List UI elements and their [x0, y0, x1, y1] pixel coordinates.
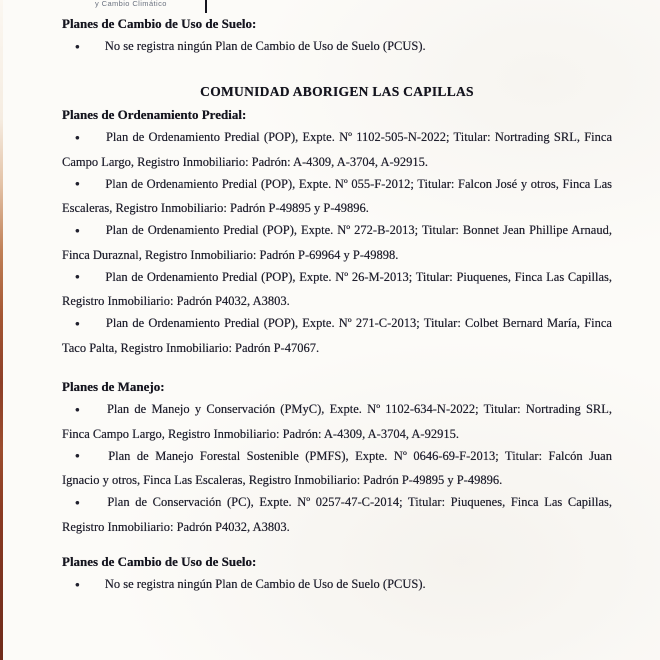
- list-item: [62, 398, 612, 445]
- list-item: [62, 219, 612, 266]
- list-item-text: Plan de Manejo y Conservación (PMyC), Expte. Nº 1102-634-N-2022; Titular: Nortrading SRL, Finca Campo Largo, Registro Inmobiliario: Padrón: A-4309, A-3704, A-92915.: [62, 402, 612, 441]
- list-item-text: No se registra ningún Plan de Cambio de Uso de Suelo (PCUS).: [104, 577, 426, 592]
- list-item-text: Plan de Ordenamiento Predial (POP), Expte. Nº 271-C-2013; Titular: Colbet Bernard María, Finca Taco Palta, Registro Inmobiliario: Padrón P-47067.: [62, 316, 612, 355]
- section-heading: Planes de Cambio de Uso de Suelo:: [62, 16, 257, 31]
- section-ordenamiento-predial: [62, 104, 612, 359]
- section-heading: Planes de Manejo:: [62, 379, 165, 394]
- list-item: [62, 173, 612, 220]
- bullet-icon: [62, 449, 108, 463]
- community-title: COMUNIDAD ABORIGEN LAS CAPILLAS: [200, 84, 474, 99]
- list-item-text: Plan de Ordenamiento Predial (POP), Expte. Nº 272-B-2013; Titular: Bonnet Jean Phillipe Arnaud, Finca Duraznal, Registro Inmobiliario: Padrón P-69964 y P-49898.: [62, 223, 612, 262]
- list-item-text: Plan de Ordenamiento Predial (POP), Expte. Nº 26-M-2013; Titular: Piuquenes, Finca Las Capillas, Registro Inmobiliario: Padrón P4032, A3803.: [62, 269, 612, 308]
- bullet-icon: [62, 577, 105, 591]
- bullet-icon: [62, 177, 105, 191]
- section-heading: Planes de Ordenamiento Predial:: [62, 107, 247, 122]
- bullet-icon: [62, 402, 107, 416]
- list-item-text: Plan de Conservación (PC), Expte. Nº 0257-47-C-2014; Titular: Piuquenes, Finca Las Capillas, Registro Inmobiliario: Padrón P4032, A3803.: [62, 495, 612, 534]
- list-item: [62, 266, 612, 313]
- bullet-icon: [62, 316, 106, 330]
- letterhead-text: y Cambio Climático: [95, 0, 167, 8]
- list-item: [62, 312, 612, 359]
- section-heading: Planes de Cambio de Uso de Suelo:: [62, 554, 257, 569]
- section-cambio-uso-suelo-top: [62, 13, 612, 60]
- section-planes-manejo: [62, 376, 612, 538]
- list-item: [62, 445, 612, 492]
- list-item: [62, 35, 612, 59]
- list-item-text: Plan de Manejo Forestal Sostenible (PMFS), Expte. Nº 0646-69-F-2013; Titular: Falcón Juan Ignacio y otros, Finca Las Escaleras, Registro Inmobiliario: Padrón P-49895 y P-49896.: [62, 448, 612, 487]
- bullet-icon: [62, 223, 106, 237]
- list-item-text: Plan de Ordenamiento Predial (POP), Expte. Nº 1102-505-N-2022; Titular: Nortrading SRL, Finca Campo Largo, Registro Inmobiliario: Padrón: A-4309, A-3704, A-92915.: [62, 130, 612, 169]
- bullet-icon: [62, 270, 105, 284]
- list-item-text: No se registra ningún Plan de Cambio de Uso de Suelo (PCUS).: [104, 39, 426, 54]
- page-edge: [0, 0, 3, 660]
- list-item: [62, 573, 612, 597]
- bullet-icon: [62, 495, 107, 509]
- list-item: [62, 126, 612, 173]
- bullet-icon: [62, 39, 105, 53]
- section-cambio-uso-suelo-bottom: [62, 551, 612, 598]
- list-item: [62, 491, 612, 538]
- list-item-text: Plan de Ordenamiento Predial (POP), Expte. Nº 055-F-2012; Titular: Falcon José y otros, Finca Las Escaleras, Registro Inmobiliario: Padrón P-49895 y P-49896.: [62, 176, 612, 215]
- bullet-icon: [62, 130, 106, 144]
- document-body: [62, 0, 612, 660]
